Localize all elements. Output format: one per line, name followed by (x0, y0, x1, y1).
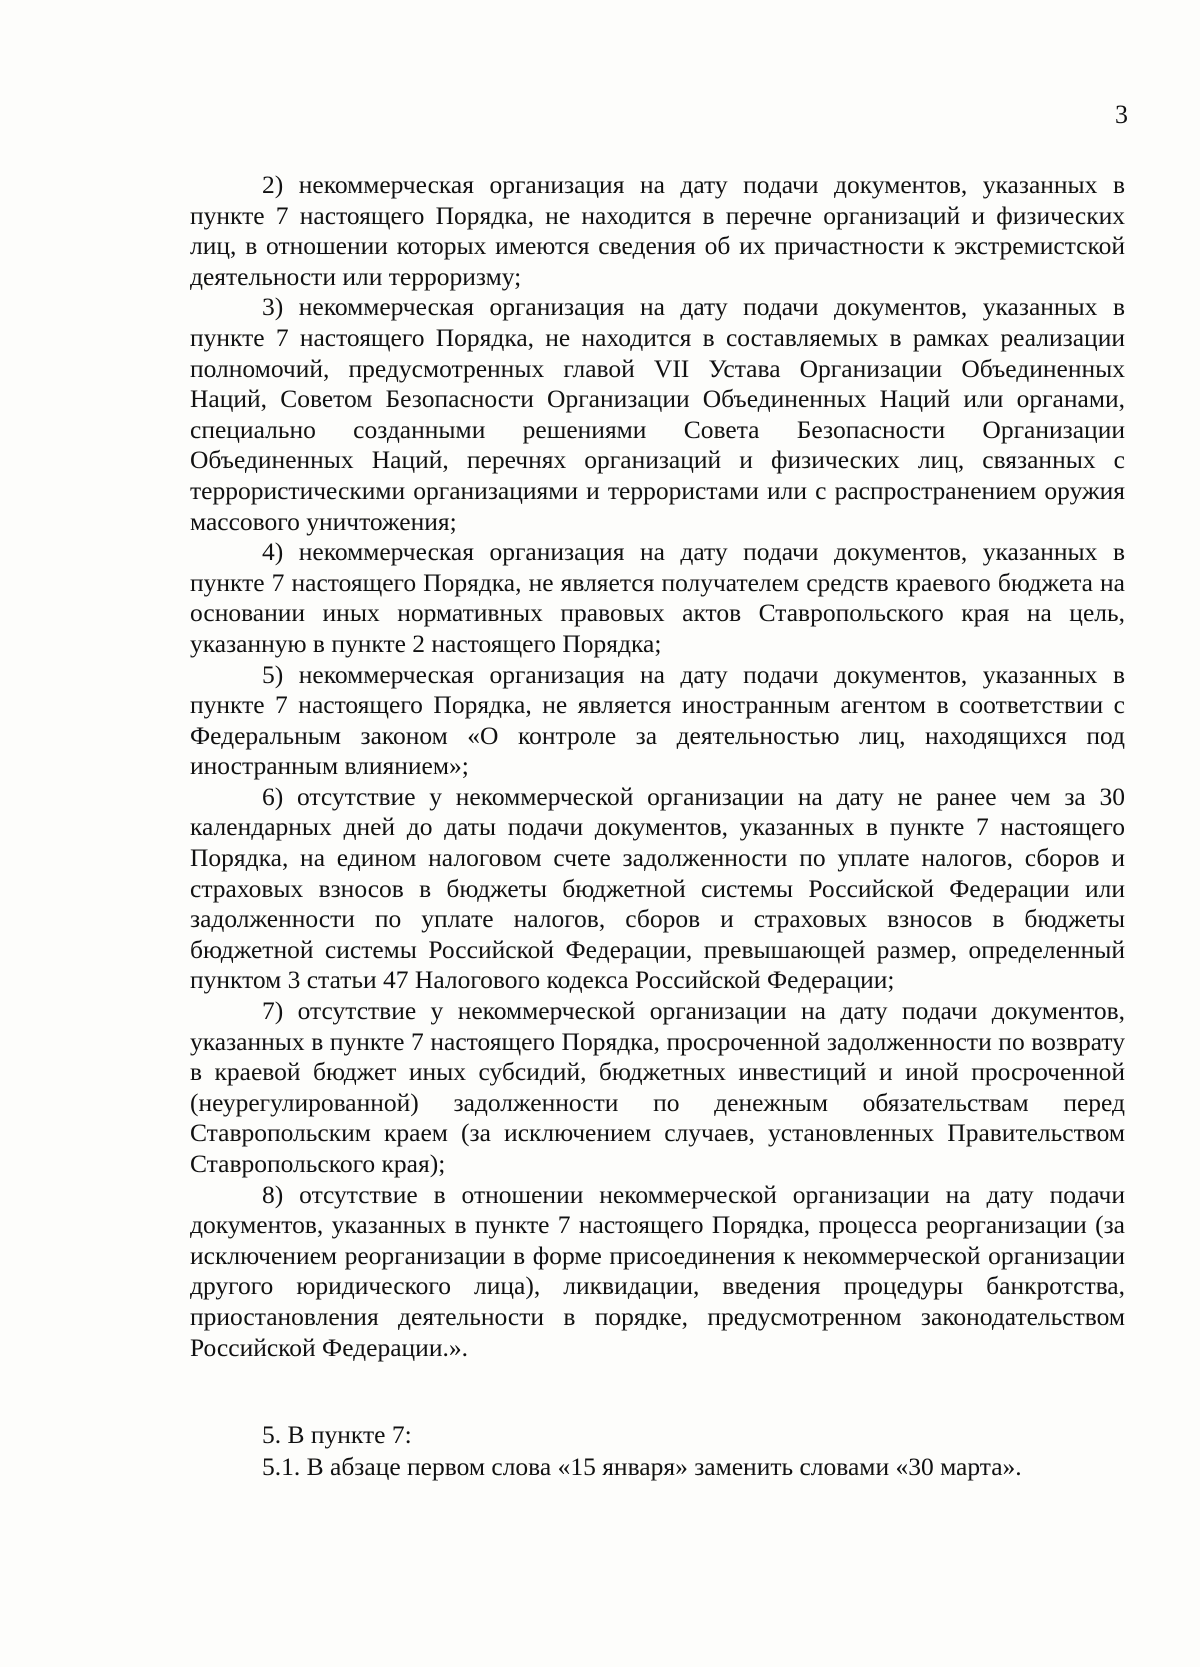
paragraph-item-2: 2) некоммерческая организация на дату подачи документов, указанных в пункте 7 настоящего Порядка, не находится в перечне организаций и физических лиц, в отношении которых имеются сведения об их причастности к экстремистской деятельности или терроризму; (190, 170, 1125, 291)
page-number: 3 (1115, 100, 1128, 129)
amendment-section (190, 1419, 1125, 1483)
paragraph-item-4: 4) некоммерческая организация на дату подачи документов, указанных в пункте 7 настоящего Порядка, не является получателем средств краевого бюджета на основании иных нормативных правовых актов Ставропольского края на цель, указанную в пункте 2 настоящего Порядка; (190, 537, 1125, 658)
paragraph-item-3: 3) некоммерческая организация на дату подачи документов, указанных в пункте 7 настоящего Порядка, не находится в составляемых в рамках реализации полномочий, предусмотренных главой VII Устава Организации Объединенных Наций, Советом Безопасности Организации Объединенных Наций или органами, специально созданными решениями Совета Безопасности Организации Объединенных Наций, перечнях организаций и физических лиц, связанных с террористическими организациями и террористами или с распространением оружия массового уничтожения; (190, 292, 1125, 536)
amendment-item: 5.1. В абзаце первом слова «15 января» заменить словами «30 марта». (262, 1452, 1022, 1482)
paragraph-item-6: 6) отсутствие у некоммерческой организации на дату не ранее чем за 30 календарных дней до даты подачи документов, указанных в пункте 7 настоящего Порядка, на едином налоговом счете задолженности по уплате налогов, сборов и страховых взносов в бюджеты бюджетной системы Российской Федерации или задолженности по уплате налогов, сборов и страховых взносов в бюджеты бюджетной системы Российской Федерации, превышающей размер, определенный пунктом 3 статьи 47 Налогового кодекса Российской Федерации; (190, 781, 1125, 995)
paragraph-item-5: 5) некоммерческая организация на дату подачи документов, указанных в пункте 7 настоящего Порядка, не является иностранным агентом в соответствии с Федеральным законом «О контроле за деятельностью лиц, находящихся под иностранным влиянием»; (190, 659, 1125, 781)
amendment-heading: 5. В пункте 7: (262, 1420, 412, 1450)
paragraph-item-7: 7) отсутствие у некоммерческой организации на дату подачи документов, указанных в пункте 7 настоящего Порядка, просроченной задолженности по возврату в краевой бюджет иных субсидий, бюджетных инвестиций и иной просроченной (неурегулированной) задолженности по денежным обязательствам перед Ставропольским краем (за исключением случаев, установленных Правительством Ставропольского края); (190, 996, 1125, 1178)
document-body (190, 170, 1125, 1483)
paragraph-item-8: 8) отсутствие в отношении некоммерческой организации на дату подачи документов, указанных в пункте 7 настоящего Порядка, процесса реорганизации (за исключением реорганизации в форме присоединения к некоммерческой организации другого юридического лица), ликвидации, введения процедуры банкротства, приостановления деятельности в порядке, предусмотренном законодательством Российской Федерации.». (190, 1179, 1125, 1362)
